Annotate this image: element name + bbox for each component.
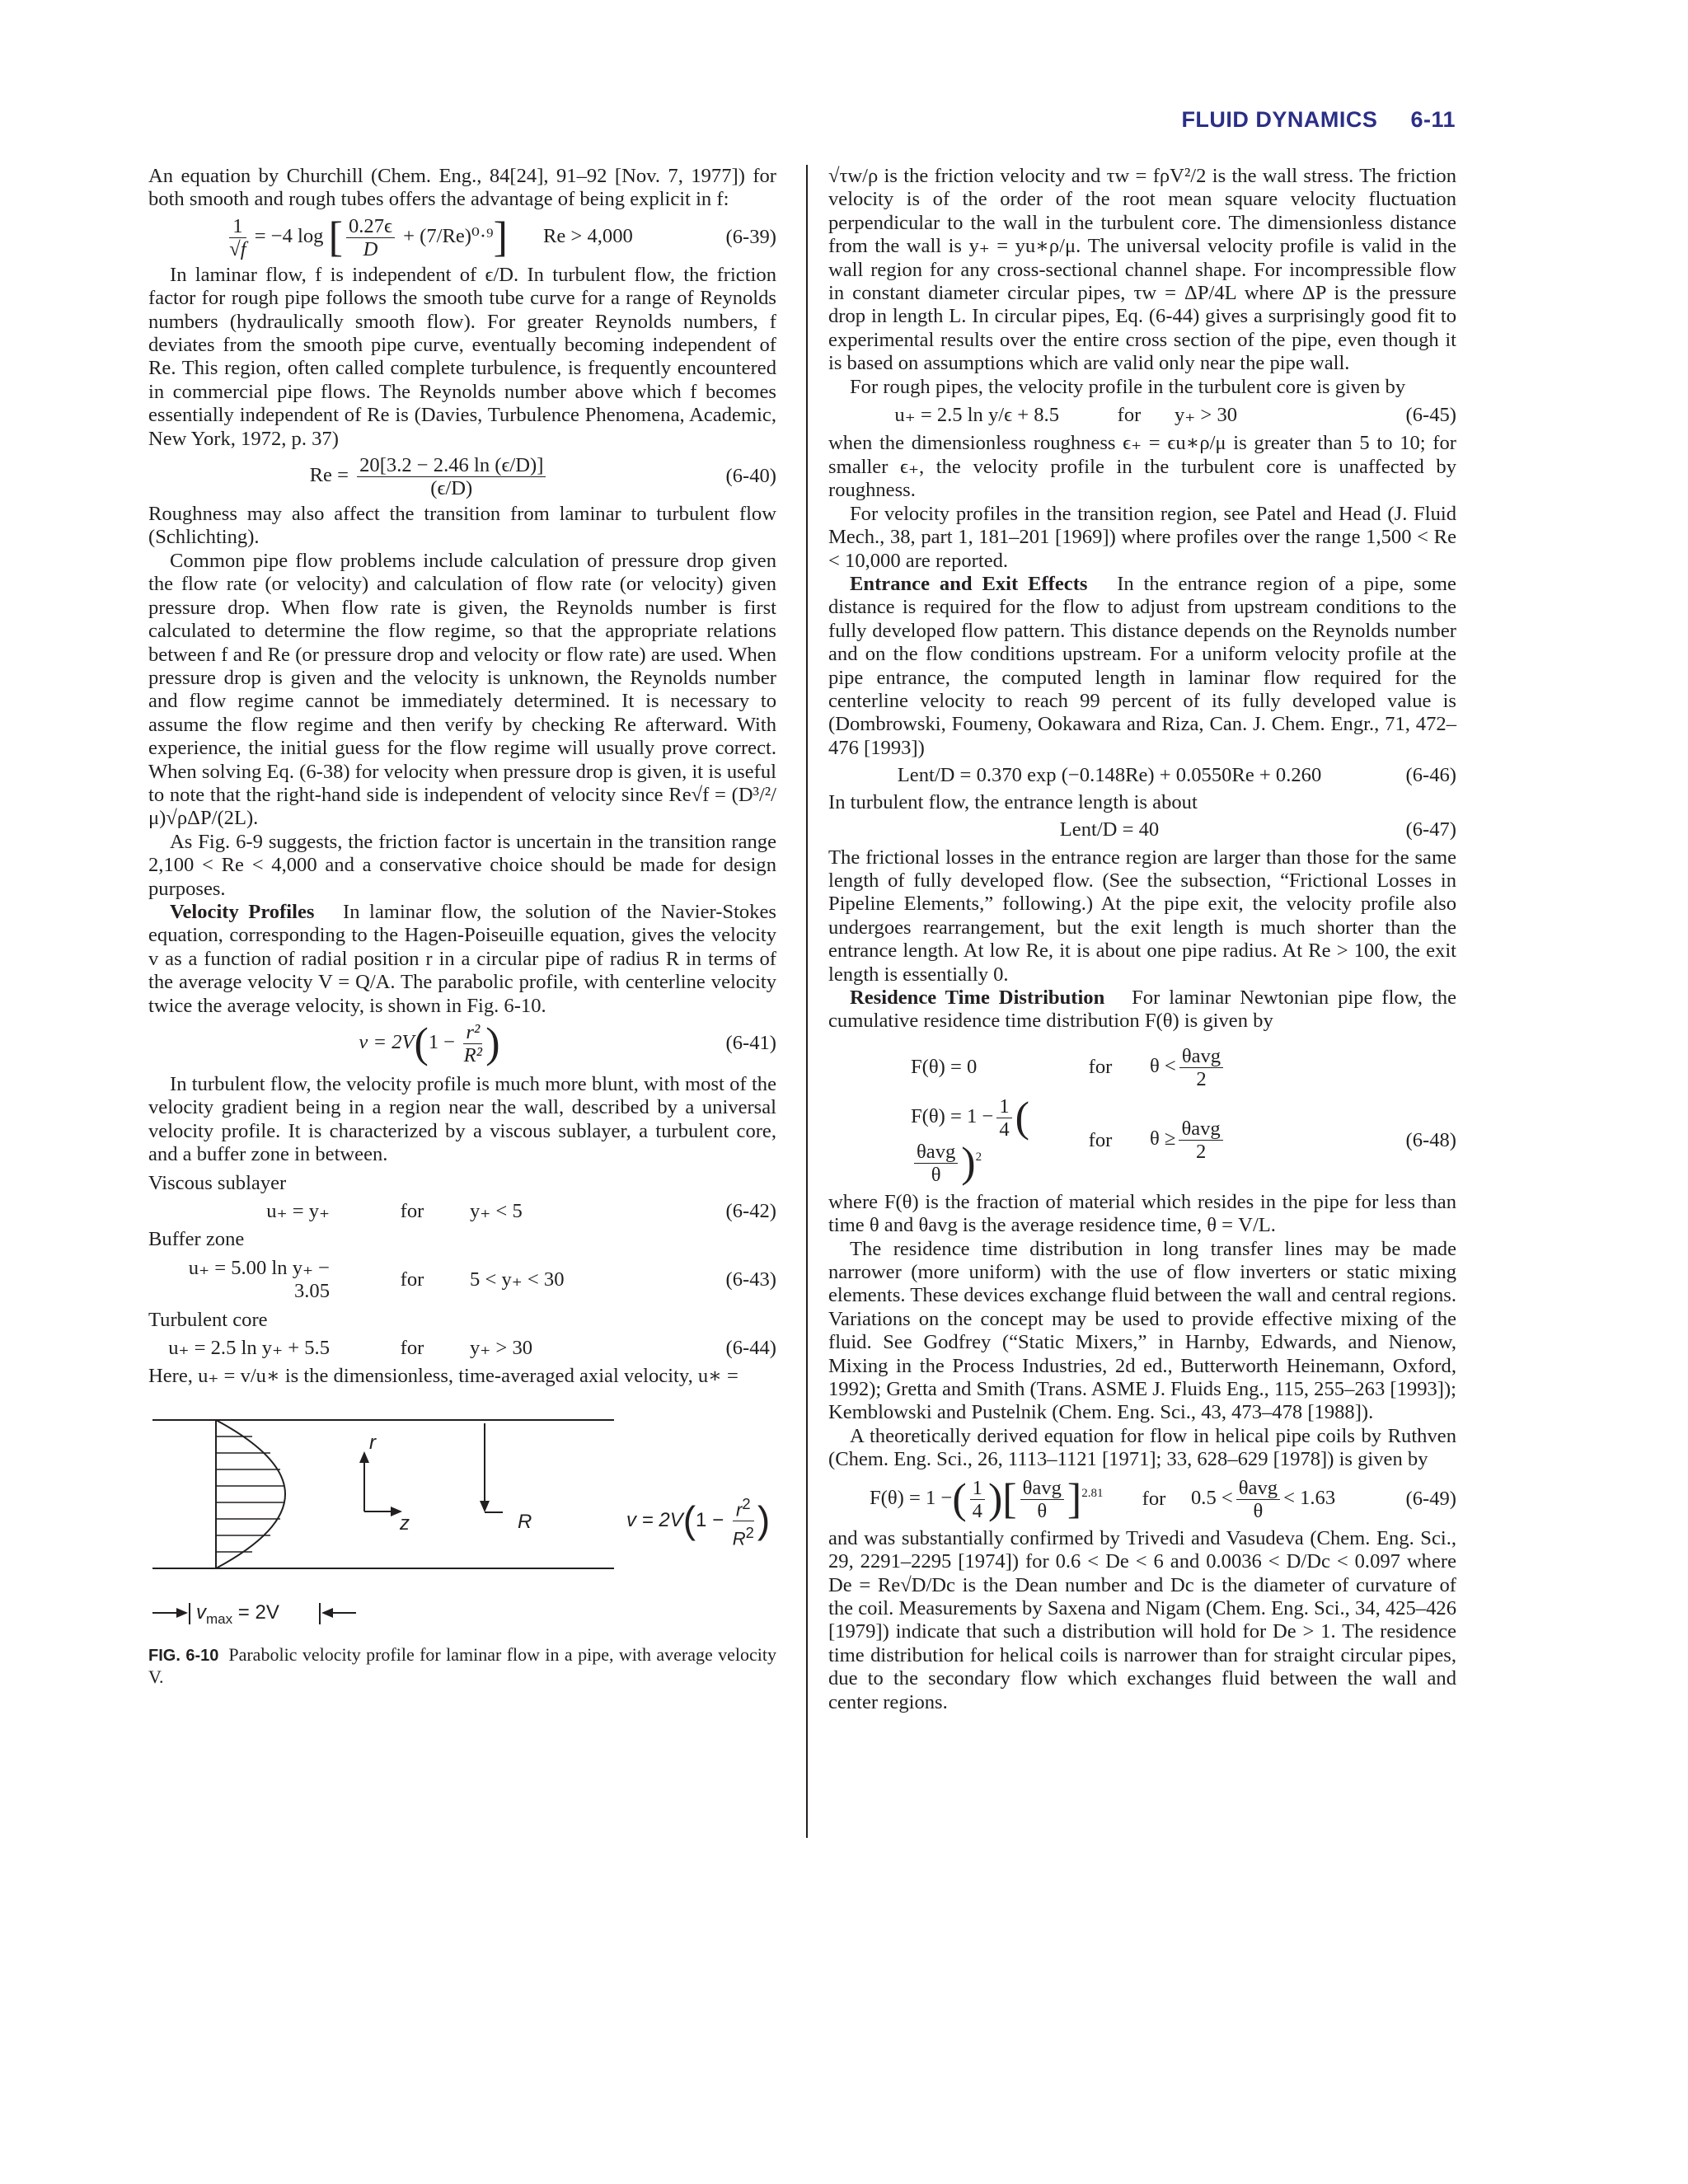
paragraph: Velocity Profiles In laminar flow, the solution of the Navier-Stokes equation, corresponding to the Hagen-Poiseuille equation, gives the velocity v as a function of radial position r in a circular pipe of radius R in terms of the average velocity V = Q/A. The parabolic profile, with centerline velocity twice the average velocity, is shown in Fig. 6-10. (148, 900, 776, 1017)
paragraph: In laminar flow, f is independent of ϵ/D. In turbulent flow, the friction factor for rough pipe follows the smooth tube curve for a range of Reynolds numbers (hydraulically smooth flow). For greater Reynolds numbers, f deviates from the smooth pipe curve, eventually becoming independent of Re. This region, often called complete turbulence, is frequently encountered in commercial pipe flows. The Reynolds number above which f becomes essentially independent of Re is (Davies, Turbulence Phenomena, Academic, New York, 1972, p. 37) (148, 263, 776, 450)
left-column (148, 165, 776, 1688)
equation-6-48b: F(θ) = 1 − $\frac{1}{4}$ ( $\frac{\text{θavg}}{\theta}$ )$^2$ for θ ≥ $\frac{\text{θavg}}{2}$ (6-48) (911, 1094, 1456, 1187)
equation-6-44: u₊ = 2.5 ln y₊ + 5.5 for y₊ > 30 (6-44) (168, 1337, 776, 1360)
figure-equation: v = 2V(1 − $\frac{r^2}{R^2}$ ) (626, 1493, 770, 1550)
section-heading: Entrance and Exit Effects (850, 572, 1088, 595)
section-heading: Residence Time Distribution (850, 987, 1105, 1009)
equation-6-47: Lent/D = 40 (6-47) (1059, 818, 1456, 841)
paragraph: √τw/ρ is the friction velocity and τw = fρV²/2 is the wall stress. The friction velocity is of the order of the root mean square velocity fluctuation perpendicular to the wall in the turbulent core. The dimensionless distance from the wall is y₊ = yu∗ρ/μ. The universal velocity profile is valid in the wall region for any cross-sectional channel shape. For incompressible flow in constant diameter circular pipes, τw = ΔP/4L where ΔP is the pressure drop in length L. In circular pipes, Eq. (6-44) gives a surprisingly good fit to experimental results over the entire cross section of the pipe, even though it is based on assumptions which are valid only near the pipe wall. (828, 165, 1456, 375)
velocity-arrows (216, 1436, 284, 1552)
right-column (828, 165, 1456, 1714)
equation-6-42: u₊ = y₊ for y₊ < 5 (6-42) (266, 1200, 776, 1223)
paragraph: Here, u₊ = v/u∗ is the dimensionless, time-averaged axial velocity, u∗ = (148, 1365, 738, 1388)
equation-6-40: Re = $\frac{20[3.2 - 2.46 \ln (\epsilon/D)]}{(\epsilon/D)}$ (6-40) (309, 454, 776, 500)
equation-number: (6-39) (725, 226, 776, 249)
paragraph: The frictional losses in the entrance region are larger than those for the same length of fully developed flow. (See the subsection, “Frictional Losses in Pipeline Elements,” following.) At the pipe exit, the velocity profile also undergoes rearrangement, but the exit length is much shorter than the entrance length. At low Re, it is about one pipe radius. At Re > 100, the exit length is essentially 0. (828, 846, 1456, 986)
label: Turbulent core (148, 1308, 268, 1331)
paragraph: For rough pipes, the velocity profile in the turbulent core is given by (850, 375, 1406, 398)
header-title: FLUID DYNAMICS (1181, 107, 1378, 132)
paragraph: The residence time distribution in long transfer lines may be made narrower (more uniform) with the use of flow inverters or static mixing elements. These devices exchange fluid between the wall and central regions. Variations on the concept may be used to provide effective mixing of the fluid. See Godfrey (“Static Mixers,” in Harnby, Edwards, and Nienow, Mixing in the Process Industries, 2d ed., Butterworth Heinemann, Oxford, 1992); Gretta and Smith (Trans. ASME J. Fluids Eng., 115, 255–263 [1993]); Kemblowski and Pustelnik (Chem. Eng. Sci., 43, 473–478 [1988]). (828, 1237, 1456, 1424)
paragraph: Entrance and Exit Effects In the entrance region of a pipe, some distance is required for the flow to adjust from upstream conditions to the fully developed flow pattern. This distance depends on the Reynolds number and on the flow conditions upstream. For a uniform velocity profile at the pipe entrance, the computed length in laminar flow required for the centerline velocity to reach 99 percent of its fully developed value is (Dombrowski, Foumeny, Ookawara and Riza, Can. J. Chem. Engr., 71, 472–476 [1993]) (828, 572, 1456, 759)
paragraph: In turbulent flow, the velocity profile is much more blunt, with most of the velocity gradient being in a region near the wall, described by a universal velocity profile. It is characterized by a viscous sublayer, a turbulent core, and a buffer zone in between. (148, 1073, 776, 1166)
label: Buffer zone (148, 1228, 245, 1251)
paragraph: and was substantially confirmed by Trivedi and Vasudeva (Chem. Eng. Sci., 29, 2291–2295 [1974]) for 0.6 < De < 6 and 0.0036 < D/Dc < 0.097 where De = Re√D/Dc is the Dean number and Dc is the diameter of curvature of the coil. Measurements by Saxena and Nigam (Chem. Eng. Sci., 34, 425–426 [1979]) indicate that such a distribution will hold for De > 1. The residence time distribution for helical coils is narrower than for straight circular pipes, due to the secondary flow which exchanges fluid between the wall and center regions. (828, 1526, 1456, 1713)
z-axis-label: z (400, 1511, 410, 1535)
column-rule (806, 165, 808, 1838)
vmax-label: $v_{max} = 2V$ (196, 1601, 279, 1627)
r-axis-label: r (369, 1431, 376, 1454)
paragraph: where F(θ) is the fraction of material which resides in the pipe for less than time θ and θavg is the average residence time, θ = V/L. (828, 1190, 1456, 1237)
figure-6-10 (148, 1417, 776, 1639)
equation-6-43: u₊ = 5.00 ln y₊ − 3.05 for 5 < y₊ < 30 (6-43) (188, 1256, 776, 1303)
paragraph: As Fig. 6-9 suggests, the friction factor is uncertain in the transition range 2,100 < Re < 4,000 and a conservative choice should be made for design purposes. (148, 830, 776, 900)
running-header (1181, 107, 1456, 133)
section-heading: Velocity Profiles (170, 900, 315, 923)
paragraph: Residence Time Distribution For laminar Newtonian pipe flow, the cumulative residence time distribution F(θ) is given by (828, 987, 1456, 1033)
paragraph: A theoretically derived equation for flow in helical pipe coils by Ruthven (Chem. Eng. Sci., 26, 1113–1121 [1971]; 33, 628–629 [1978]) is given by (828, 1424, 1456, 1471)
radius-label: R (518, 1510, 532, 1533)
equation-6-46: Lent/D = 0.370 exp (−0.148Re) + 0.0550Re + 0.260 (6-46) (897, 763, 1456, 786)
paragraph: An equation by Churchill (Chem. Eng., 84[24], 91–92 [Nov. 7, 1977]) for both smooth and rough tubes offers the advantage of being explicit in f: (148, 165, 776, 211)
equation-6-48a: F(θ) = 0 for θ < $\frac{\text{θavg}}{2}$ (828, 1045, 1456, 1090)
figure-caption: FIG. 6-10 Parabolic velocity profile for laminar flow in a pipe, with average velocity V. (148, 1643, 776, 1687)
paragraph: For velocity profiles in the transition region, see Patel and Head (J. Fluid Mech., 38, part 1, 181–201 [1969]) where profiles over the range 1,500 < Re < 10,000 are reported. (828, 502, 1456, 572)
equation-6-39: $\frac{1}{√f}$ = −4 log [ $\frac{0.27\epsilon}{D}$ + (7/Re)⁰·⁹] Re > 4,000 (6-39) (229, 213, 776, 261)
paragraph: Roughness may also affect the transition from laminar to turbulent flow (Schlichting). (148, 503, 776, 549)
paragraph: when the dimensionless roughness ϵ₊ = ϵu∗ρ/μ is greater than 5 to 10; for smaller ϵ₊, the velocity profile in the turbulent core is unaffected by roughness. (828, 432, 1456, 502)
label: Viscous sublayer (148, 1171, 287, 1194)
equation-6-45: u₊ = 2.5 ln y/ϵ + 8.5 for y₊ > 30 (6-45) (894, 404, 1456, 427)
paragraph: Common pipe flow problems include calculation of pressure drop given the flow rate (or velocity) and calculation of flow rate (or velocity) given pressure drop. When flow rate is given, the Reynolds number is first calculated to determine the flow regime, so that the appropriate relations between f and Re (or pressure drop and velocity or flow rate) are used. When pressure drop is given and the velocity is unknown, the Reynolds number and flow regime cannot be immediately determined. It is necessary to assume the flow regime and then verify by checking Re afterward. With experience, the initial guess for the flow regime will usually prove correct. When solving Eq. (6-38) for velocity when pressure drop is given, it is useful to note that the right-hand side is independent of velocity since Re√f = (D³/²/μ)√ρΔP/(2L). (148, 549, 776, 830)
page-number: 6-11 (1410, 107, 1456, 132)
equation-6-49: F(θ) = 1 −( $\frac{1}{4}$ )[ $\frac{\text{θavg}}{\theta}$ ]$^{2.81}$ for 0.5 < $\frac{\text{θavg}}{\theta}$ < 1.63 (6-49) (870, 1475, 1456, 1523)
paragraph: In turbulent flow, the entrance length is about (828, 791, 1198, 814)
equation-6-41: v = 2V(1 − $\frac{\text{r²}}{\text{R²}}$ ) (6-41) (359, 1019, 776, 1067)
